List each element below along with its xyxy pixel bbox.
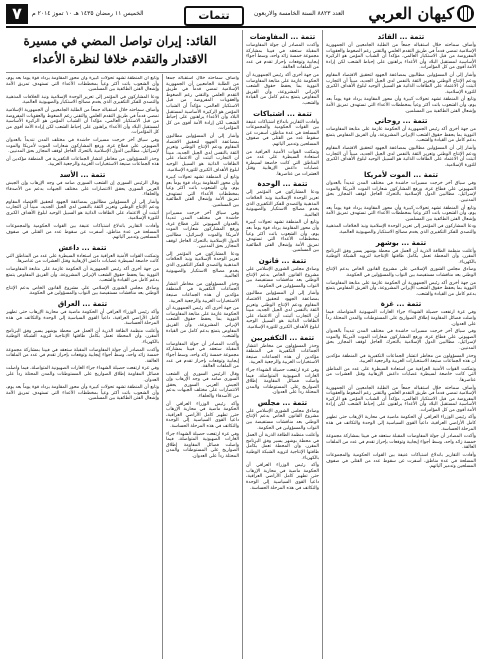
article-text: وأفادت التقارير باندلاع اشتباكات عنيفة بين القوات الحكومية والمجموعات المسلحة في عدة مناطق، أسفرت عن سقوط عدد من القتلى في صفوف المسلحين وتدمير آلياتهم. [326,453,476,470]
newspaper-logo: كيهان العربي [368,4,454,23]
article-text: وأكد رئيس الوزراء العراقي أن الحكومة ماضية في محاربة الإرهاب حتى تطهير كامل الأراضي العراقية، داعياً القوى السياسية إلى الوحدة والتكاتف في هذه المرحلة الحساسة. [166,401,239,430]
section-tag: تتمات [184,6,244,26]
article-text: ودعا المشاركون في المؤتمر إلى تعزيز الوحدة الإسلامية ونبذ الخلافات المذهبية والتصدي للفكر التكفيري الذي يخدم مصالح الاستكبار والصهيونية العالمية. [6,94,159,106]
article-text: وأكدت المصادر أن جولة المفاوضات المقبلة ستعقد في فيينا بمشاركة مجموعة خمسة زائد واحد، وسط أجواء إيجابية وتوقعات بإحراز تقدم في عدد من الملفات العالقة. [326,434,476,451]
article-text: وحذر المسؤولون من مخاطر انتشار الجماعات التكفيرية في المنطقة مؤكدين أن هذه الجماعات صنيعة الاستخبارات الغربية والرجعية العربية. [6,156,159,168]
subheading: تتمة ... قانون [258,257,307,265]
article-text: وحذر المسؤولون من مخاطر انتشار الجماعات التكفيرية في المنطقة مؤكدين أن هذه الجماعات صنيعة الاستخبارات الغربية والرجعية العربية. [246,343,319,366]
article-text: وفي سياق آخر خرجت مسيرات حاشدة في مختلف المدن تنديداً بالعدوان الصهيوني على قطاع غزة، ورفع المشاركون شعارات الموت لأمريكا والموت لإسرائيل، مطالبين الدول الإسلامية بالتحرك العاجل لوقف المجازر بحق المدنيين. [6,137,159,155]
article-text: وفي غزة ارتفعت حصيلة الشهداء جراء الغارات الصهيونية المتواصلة، فيما واصلت فصائل المقاومة إطلاق الصواريخ على المستوطنات والمدن المحتلة رداً على العدوان. [6,366,159,383]
article-text: وصادق مجلس الشورى الإسلامي على مشروع القانون الخاص بدعم الإنتاج الوطني بعد مناقشات مستفيضة بين النواب والمسؤولين في الحكومة. [246,408,319,431]
article-text: وتابع أن المنطقة تشهد تحولات كبيرة وأن محور المقاومة يزداد قوة يوماً بعد يوم، وأن الشعوب باتت أكثر وعياً بمخططات الأعداء التي تستهدف تمزيق الأمة وإشعال الفتن الطائفية بين المسلمين. [6,76,159,93]
article-text: وأضاف سماحته خلال استقباله جمعاً من الطلبة الجامعيين أن الجمهورية الإسلامية تمضي قدماً في طريق التقدم العلمي والتقني رغم الضغوط والعقوبات المفروضة من قبل الاستكبار العالمي، مؤكداً أن الشباب المؤمن هو الركيزة الأساسية لمستقبل البلاد وأن الأعداء يراهنون على إحباط الشعب لكن إرادة الأمة أقوى من كل المؤامرات. [326,385,476,413]
subheading: تتمة ... روحاني [374,117,428,126]
article-text: وتابع أن المنطقة تشهد تحولات كبيرة وأن محور المقاومة يزداد قوة يوماً بعد يوم، وأن الشعوب باتت أكثر وعياً بمخططات الأعداء التي تستهدف تمزيق الأمة وإشعال الفتن الطائفية بين المسلمين. [326,97,476,114]
subheading: تتمة ... الموت لأمريكا [363,171,439,180]
article-text: وأفادت التقارير باندلاع اشتباكات عنيفة بين القوات الحكومية والمجموعات المسلحة في عدة مناطق، أسفرت عن سقوط عدد من القتلى في صفوف المسلحين وتدمير آلياتهم. [246,119,319,147]
article-text: وأضاف سماحته خلال استقباله جمعاً من الطلبة الجامعيين أن الجمهورية الإسلامية تمضي قدماً في طريق التقدم العلمي والتقني رغم الضغوط والعقوبات المفروضة من قبل الاستكبار العالمي، مؤكداً أن الشباب المؤمن هو الركيزة الأساسية لمستقبل البلاد وأن الأعداء يراهنون على إحباط الشعب لكن إرادة الأمة أقوى من كل المؤامرات. [166,76,239,132]
article-text: وقال الرئيس السوري إن الشعب السوري صامد في وجه الإرهاب وإن الجيش العربي السوري يحقق الانتصارات على مختلف الجبهات بدعم من الأصدقاء والحلفاء. [6,180,159,198]
article-text: وقال الرئيس السوري إن الشعب السوري صامد في وجه الإرهاب وإن الجيش العربي السوري يحقق الانتصارات على مختلف الجبهات بدعم من الأصدقاء والحلفاء. [166,371,239,400]
article-text: وأعلنت منظمة الطاقة الذرية أن العمل في محطة بوشهر يسير وفق البرنامج المقرر، وأن المحطة تعمل بكامل طاقتها الإنتاجية لتزويد الشبكة الوطنية بالكهرباء. [6,328,159,345]
subheading: تتمة ... مجلس [257,398,308,407]
column-6 [326,30,476,659]
subheading: تتمة ... غزة [380,300,422,309]
article-text: وأفادت التقارير باندلاع اشتباكات عنيفة بين القوات الحكومية والمجموعات المسلحة في عدة مناطق، أسفرت عن سقوط عدد من القتلى في صفوف المسلحين وتدمير آلياتهم. [6,224,159,241]
column-1 [6,76,159,659]
article-text: وتابع أن المنطقة تشهد تحولات كبيرة وأن محور المقاومة يزداد قوة يوماً بعد يوم، وأن الشعوب باتت أكثر وعياً بمخططات الأعداء التي تستهدف تمزيق الأمة وإشعال الفتن الطائفية بين المسلمين. [326,205,476,222]
subheading: تتمة ... داعش [58,243,107,252]
column-divider [322,30,323,659]
subheading: تتمة ... اشتباكات [253,109,312,118]
subheading: تتمة ... القائد [377,33,425,41]
dateline: الخميس ١١ رمضان ١٤٣٥ هـ ١٠ تموز ٢٠١٤ م [32,10,144,17]
article-text: وأضاف سماحته خلال استقباله جمعاً من الطلبة الجامعيين أن الجمهورية الإسلامية تمضي قدماً في طريق التقدم العلمي والتقني رغم الضغوط والعقوبات المفروضة من قبل الاستكبار العالمي، مؤكداً أن الشباب المؤمن هو الركيزة الأساسية لمستقبل البلاد وأن الأعداء يراهنون على إحباط الشعب لكن إرادة الأمة أقوى من كل المؤامرات. [6,107,159,136]
article-text: وتابع أن المنطقة تشهد تحولات كبيرة وأن محور المقاومة يزداد قوة يوماً بعد يوم، وأن الشعوب باتت أكثر وعياً بمخططات الأعداء التي تستهدف تمزيق الأمة وإشعال الفتن الطائفية بين المسلمين. [6,385,159,402]
subheading: تتمة ... الأسد [59,170,106,179]
globe-logo-icon [457,5,474,22]
headline-divider [6,72,240,73]
article-text: من جهة أخرى أكد رئيس الجمهورية أن الحكومة عازمة على متابعة المفاوضات النووية بما يحفظ حقوق الشعب الإيراني المشروعة، وأن الفريق المفاوض يتمتع بدعم كامل من القيادة والشعب. [326,280,476,297]
article-text: وتابع أن المنطقة تشهد تحولات كبيرة وأن محور المقاومة يزداد قوة يوماً بعد يوم، وأن الشعوب باتت أكثر وعياً بمخططات الأعداء التي تستهدف تمزيق الأمة وإشعال الفتن الطائفية بين المسلمين. [166,175,239,209]
article-text: وفي غزة ارتفعت حصيلة الشهداء جراء الغارات الصهيونية المتواصلة، فيما واصلت فصائل المقاومة إطلاق الصواريخ على المستوطنات والمدن المحتلة رداً على العدوان. [326,310,476,327]
article-text: وأشار إلى أن المسؤولين مطالبون بمضاعفة الجهود لتحقيق الاقتصاد المقاوم ودعم الإنتاج الوطني وتعزيز الثقة بالنفس لدى الجيل الجديد، مبيناً أن التجارب أثبتت أن الاعتماد على الطاقات الذاتية هو السبيل الوحيد لبلوغ الأهداف الكبرى للثورة الإسلامية. [6,199,159,222]
article-text: وصادق مجلس الشورى الإسلامي على مشروع القانون الخاص بدعم الإنتاج الوطني بعد مناقشات مستفيضة بين النواب والمسؤولين في الحكومة. [6,285,159,297]
article-text: وصادق مجلس الشورى الإسلامي على مشروع القانون الخاص بدعم الإنتاج الوطني بعد مناقشات مستفيضة بين النواب والمسؤولين في الحكومة. [246,267,319,289]
newspaper-page [6,4,476,659]
issue-info: العدد ٨٨٢٣ السنة الخامسة والاربعون [254,10,345,17]
article-text: وفي غزة ارتفعت حصيلة الشهداء جراء الغارات الصهيونية المتواصلة، فيما واصلت فصائل المقاومة إطلاق الصواريخ على المستوطنات والمدن المحتلة رداً على العدوان. [166,431,239,459]
article-text: من جهة أخرى أكد رئيس الجمهورية أن الحكومة عازمة على متابعة المفاوضات النووية بما يحفظ حقوق الشعب الإيراني المشروعة، وأن الفريق المفاوض يتمتع بدعم كامل من القيادة والشعب. [246,72,319,106]
article-text: وحذر المسؤولون من مخاطر انتشار الجماعات التكفيرية في المنطقة مؤكدين أن هذه الجماعات صنيعة الاستخبارات الغربية والرجعية العربية. [326,353,476,365]
article-text: ودعا المشاركون في المؤتمر إلى تعزيز الوحدة الإسلامية ونبذ الخلافات المذهبية والتصدي للفكر التكفيري الذي يخدم مصالح الاستكبار والصهيونية العالمية. [326,224,476,236]
article-text: وأكدت المصادر أن جولة المفاوضات المقبلة ستعقد في فيينا بمشاركة مجموعة خمسة زائد واحد، وسط أجواء إيجابية وتوقعات بإحراز تقدم في عدد من الملفات العالقة. [6,347,159,364]
article-text: وأشار إلى أن المسؤولين مطالبون بمضاعفة الجهود لتحقيق الاقتصاد المقاوم ودعم الإنتاج الوطني وتعزيز الثقة بالنفس لدى الجيل الجديد، مبيناً أن التجارب أثبتت أن الاعتماد على الطاقات الذاتية هو السبيل الوحيد لبلوغ الأهداف الكبرى للثورة الإسلامية. [326,145,476,168]
column-divider [242,30,243,659]
article-text: وأشار إلى أن المسؤولين مطالبون بمضاعفة الجهود لتحقيق الاقتصاد المقاوم ودعم الإنتاج الوطني وتعزيز الثقة بالنفس لدى الجيل الجديد، مبيناً أن التجارب أثبتت أن الاعتماد على الطاقات الذاتية هو السبيل الوحيد لبلوغ الأهداف الكبرى للثورة الإسلامية. [326,72,476,95]
article-text: وأكد رئيس الوزراء العراقي أن الحكومة ماضية في محاربة الإرهاب حتى تطهير كامل الأراضي العراقية، داعياً القوى السياسية إلى الوحدة والتكاتف في هذه المرحلة الحساسة. [6,310,159,327]
article-text: وأكدت المصادر أن جولة المفاوضات المقبلة ستعقد في فيينا بمشاركة مجموعة خمسة زائد واحد، وسط أجواء إيجابية وتوقعات بإحراز تقدم في عدد من الملفات العالقة. [246,43,319,71]
article-text: من جهة أخرى أكد رئيس الجمهورية أن الحكومة عازمة على متابعة المفاوضات النووية بما يحفظ حقوق الشعب الإيراني المشروعة، وأن الفريق المفاوض يتمتع بدعم كامل من القيادة والشعب. [326,127,476,144]
page-number: ٧ [6,4,28,24]
column-divider [162,74,163,659]
column-5 [246,30,319,659]
article-text: وصادق مجلس الشورى الإسلامي على مشروع القانون الخاص بدعم الإنتاج الوطني بعد مناقشات مستفيضة بين النواب والمسؤولين في الحكومة. [326,267,476,278]
article-text: وتمكنت القوات الأمنية العراقية من استعادة السيطرة على عدد من المناطق التي كانت خاضعة لسيطرة عصابات داعش الإرهابية وقتل العشرات من عناصرها. [326,366,476,383]
article-text: وأضاف سماحته خلال استقباله جمعاً من الطلبة الجامعيين أن الجمهورية الإسلامية تمضي قدماً في طريق التقدم العلمي والتقني رغم الضغوط والعقوبات المفروضة من قبل الاستكبار العالمي، مؤكداً أن الشباب المؤمن هو الركيزة الأساسية لمستقبل البلاد وأن الأعداء يراهنون على إحباط الشعب لكن إرادة الأمة أقوى من كل المؤامرات. [326,43,476,71]
article-text: وفي سياق آخر خرجت مسيرات حاشدة في مختلف المدن تنديداً بالعدوان الصهيوني على قطاع غزة، ورفع المشاركون شعارات الموت لأمريكا والموت لإسرائيل، مطالبين الدول الإسلامية بالتحرك العاجل لوقف المجازر بحق المدنيين. [326,329,476,351]
article-text: وفي سياق آخر خرجت مسيرات حاشدة في مختلف المدن تنديداً بالعدوان الصهيوني على قطاع غزة، ورفع المشاركون شعارات الموت لأمريكا والموت لإسرائيل، مطالبين الدول الإسلامية بالتحرك العاجل لوقف المجازر بحق المدنيين. [166,210,239,250]
article-text: وأشار إلى أن المسؤولين مطالبون بمضاعفة الجهود لتحقيق الاقتصاد المقاوم ودعم الإنتاج الوطني وتعزيز الثقة بالنفس لدى الجيل الجديد، مبيناً أن التجارب أثبتت أن الاعتماد على الطاقات الذاتية هو السبيل الوحيد لبلوغ الأهداف الكبرى للثورة الإسلامية. [246,291,319,330]
article-text: وتابع أن المنطقة تشهد تحولات كبيرة وأن محور المقاومة يزداد قوة يوماً بعد يوم، وأن الشعوب باتت أكثر وعياً بمخططات الأعداء التي تستهدف تمزيق الأمة وإشعال الفتن الطائفية بين المسلمين. [246,220,319,254]
article-text: وتمكنت القوات الأمنية العراقية من استعادة السيطرة على عدد من المناطق التي كانت خاضعة لسيطرة عصابات داعش الإرهابية وقتل العشرات من عناصرها. [246,149,319,177]
column-4 [166,76,239,659]
article-text: وأعلنت منظمة الطاقة الذرية أن العمل في محطة بوشهر يسير وفق البرنامج المقرر، وأن المحطة تعمل بكامل طاقتها الإنتاجية لتزويد الشبكة الوطنية بالكهرباء. [326,248,476,265]
subheading: تتمة ... الوحدة [257,180,308,189]
subheading: تتمة ... العراق [57,300,108,308]
article-text: من جهة أخرى أكد رئيس الجمهورية أن الحكومة عازمة على متابعة المفاوضات النووية بما يحفظ حقوق الشعب الإيراني المشروعة، وأن الفريق المفاوض يتمتع بدعم كامل من القيادة والشعب. [166,306,239,340]
subheading: تتمة ... التكفيريين [250,333,315,342]
subheading: تتمة ... المفاوضات [249,33,316,41]
article-text: وتمكنت القوات الأمنية العراقية من استعادة السيطرة على عدد من المناطق التي كانت خاضعة لسيطرة عصابات داعش الإرهابية وقتل العشرات من عناصرها. [6,253,159,265]
main-headline: القائد: إيران تواصل المضي في مسيرة الاقتدار والتقدم خلافا لنظرة الأعداء [23,34,217,66]
article-text: وأشار إلى أن المسؤولين مطالبون بمضاعفة الجهود لتحقيق الاقتصاد المقاوم ودعم الإنتاج الوطني وتعزيز الثقة بالنفس لدى الجيل الجديد، مبيناً أن التجارب أثبتت أن الاعتماد على الطاقات الذاتية هو السبيل الوحيد لبلوغ الأهداف الكبرى للثورة الإسلامية. [166,133,239,173]
article-text: وحذر المسؤولون من مخاطر انتشار الجماعات التكفيرية في المنطقة مؤكدين أن هذه الجماعات صنيعة الاستخبارات الغربية والرجعية العربية. [166,281,239,304]
article-text: وفي سياق آخر خرجت مسيرات حاشدة في مختلف المدن تنديداً بالعدوان الصهيوني على قطاع غزة، ورفع المشاركون شعارات الموت لأمريكا والموت لإسرائيل، مطالبين الدول الإسلامية بالتحرك العاجل لوقف المجازر بحق المدنيين. [326,181,476,204]
article-text: من جهة أخرى أكد رئيس الجمهورية أن الحكومة عازمة على متابعة المفاوضات النووية بما يحفظ حقوق الشعب الإيراني المشروعة، وأن الفريق المفاوض يتمتع بدعم كامل من القيادة والشعب. [6,267,159,284]
subheading: تتمة ... بوشهر [375,238,427,247]
masthead [6,4,476,28]
article-text: وأكد رئيس الوزراء العراقي أن الحكومة ماضية في محاربة الإرهاب حتى تطهير كامل الأراضي العراقية، داعياً القوى السياسية إلى الوحدة والتكاتف في هذه المرحلة الحساسة. [326,415,476,432]
article-text: ودعا المشاركون في المؤتمر إلى تعزيز الوحدة الإسلامية ونبذ الخلافات المذهبية والتصدي للفكر التكفيري الذي يخدم مصالح الاستكبار والصهيونية العالمية. [246,190,319,218]
article-text: وأعلنت منظمة الطاقة الذرية أن العمل في محطة بوشهر يسير وفق البرنامج المقرر، وأن المحطة تعمل بكامل طاقتها الإنتاجية لتزويد الشبكة الوطنية بالكهرباء. [246,433,319,461]
article-text: وفي غزة ارتفعت حصيلة الشهداء جراء الغارات الصهيونية المتواصلة، فيما واصلت فصائل المقاومة إطلاق الصواريخ على المستوطنات والمدن المحتلة رداً على العدوان. [246,367,319,396]
article-text: وأكد رئيس الوزراء العراقي أن الحكومة ماضية في محاربة الإرهاب حتى تطهير كامل الأراضي العراقية، داعياً القوى السياسية إلى الوحدة والتكاتف في هذه المرحلة الحساسة. [246,463,319,491]
article-text: ودعا المشاركون في المؤتمر إلى تعزيز الوحدة الإسلامية ونبذ الخلافات المذهبية والتصدي للفكر التكفيري الذي يخدم مصالح الاستكبار والصهيونية العالمية. [166,251,239,280]
article-text: وأكدت المصادر أن جولة المفاوضات المقبلة ستعقد في فيينا بمشاركة مجموعة خمسة زائد واحد، وسط أجواء إيجابية وتوقعات بإحراز تقدم في عدد من الملفات العالقة. [166,341,239,370]
